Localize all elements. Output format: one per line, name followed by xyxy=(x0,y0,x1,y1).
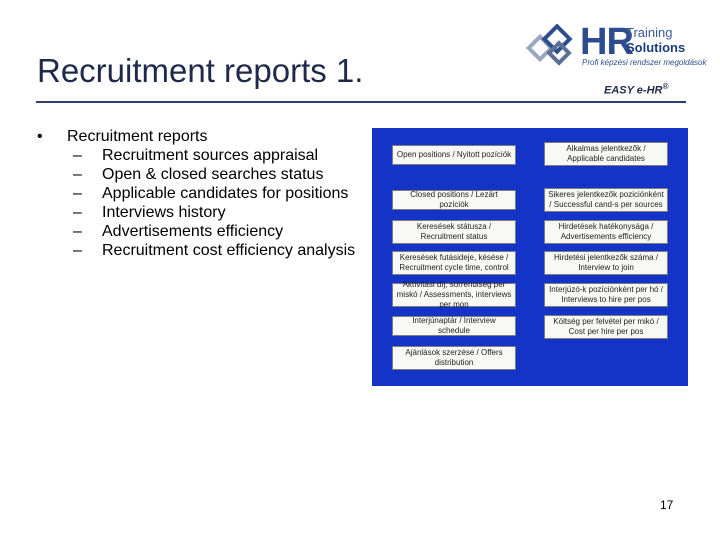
report-button-label: Keresések futásideje, késése / Recruitment cycle time, control xyxy=(399,253,509,272)
report-button-label: Interjúzó-k pozíciónként per hó / Interviews to hire per pos xyxy=(549,285,663,304)
logo-solutions-text: Solutions xyxy=(626,40,686,55)
report-button-label: Hirdetések hatékonysága / Advertisements efficiency xyxy=(558,222,654,241)
sub-bullet-text: Applicable candidates for positions xyxy=(102,185,349,202)
sub-bullet-text: Recruitment cost efficiency analysis xyxy=(102,242,356,259)
report-button-label: Hirdetési jelentkezők száma / Interview to join xyxy=(553,253,659,272)
dash-icon: – xyxy=(73,204,82,221)
report-menu-screenshot xyxy=(372,128,688,386)
report-button-label: Aktívitási díj, sorrendiség per miskó / Assessments, interviews per mon xyxy=(396,280,512,309)
brand-tag xyxy=(604,82,668,97)
dash-icon: – xyxy=(73,147,82,164)
report-button-label: Ajánlások szerzése / Offers distribution xyxy=(405,348,503,367)
report-button-label: Sikeres jelentkezők poziciónként / Successful cand-s per sources xyxy=(548,190,664,209)
report-button-label: Költség per felvétel per mikó / Cost per hire per pos xyxy=(553,317,659,336)
bullet-dot-icon: • xyxy=(37,128,43,145)
report-button-assessments[interactable] xyxy=(392,280,516,309)
logo-tagline: Profi képzési rendszer megoldások xyxy=(582,58,707,67)
slide-title: Recruitment reports 1. xyxy=(37,52,364,89)
report-button-applicable-candidates[interactable] xyxy=(544,142,668,166)
report-button-label: Closed positions / Lezárt pozíciók xyxy=(410,190,498,209)
report-button-interviews-to-hire[interactable] xyxy=(544,283,668,307)
bullet-main-text: Recruitment reports xyxy=(67,128,208,145)
report-button-interview-schedule[interactable] xyxy=(392,316,516,336)
dash-icon: – xyxy=(73,242,82,259)
sub-bullet xyxy=(37,165,367,184)
sub-bullet xyxy=(37,184,367,203)
registered-mark: ® xyxy=(662,82,669,91)
report-button-cost-per-hire[interactable] xyxy=(544,315,668,339)
logo-hr-text: HR xyxy=(580,21,633,63)
report-button-open-positions[interactable] xyxy=(392,145,516,165)
title-underline xyxy=(36,101,686,103)
report-button-label: Keresések státusza / Recruitment status xyxy=(416,222,492,241)
bullet-list xyxy=(37,127,367,260)
report-button-offers-distribution[interactable] xyxy=(392,346,516,370)
sub-bullet-text: Open & closed searches status xyxy=(102,166,324,183)
sub-bullet-text: Recruitment sources appraisal xyxy=(102,147,319,164)
report-button-successful-candidates[interactable] xyxy=(544,188,668,212)
report-button-recruitment-status[interactable] xyxy=(392,220,516,244)
dash-icon: – xyxy=(73,166,82,183)
sub-bullet-text: Advertisements efficiency xyxy=(102,223,284,240)
sub-bullet xyxy=(37,241,367,260)
sub-bullet xyxy=(37,203,367,222)
brand-tag-text: EASY e-HR xyxy=(604,84,663,97)
report-button-closed-positions[interactable] xyxy=(392,190,516,210)
report-button-cycle-time[interactable] xyxy=(392,251,516,275)
report-button-label: Alkalmas jelentkezők / Applicable candidates xyxy=(566,144,646,163)
hr-training-solutions-logo xyxy=(526,21,707,74)
report-button-label: Open positions / Nyitott pozíciók xyxy=(396,150,512,159)
page-number: 17 xyxy=(660,498,674,512)
report-button-interview-to-join[interactable] xyxy=(544,251,668,275)
dash-icon: – xyxy=(73,185,82,202)
logo-training-text: Training xyxy=(626,25,673,40)
sub-bullet xyxy=(37,222,367,241)
sub-bullet xyxy=(37,146,367,165)
dash-icon: – xyxy=(73,223,82,240)
report-button-advertisements-efficiency[interactable] xyxy=(544,220,668,244)
logo-mark-icon xyxy=(526,24,582,70)
sub-bullet-text: Interviews history xyxy=(102,204,226,221)
report-button-label: Interjúnaptár / Interview schedule xyxy=(412,316,496,335)
bullet-main xyxy=(37,127,367,146)
